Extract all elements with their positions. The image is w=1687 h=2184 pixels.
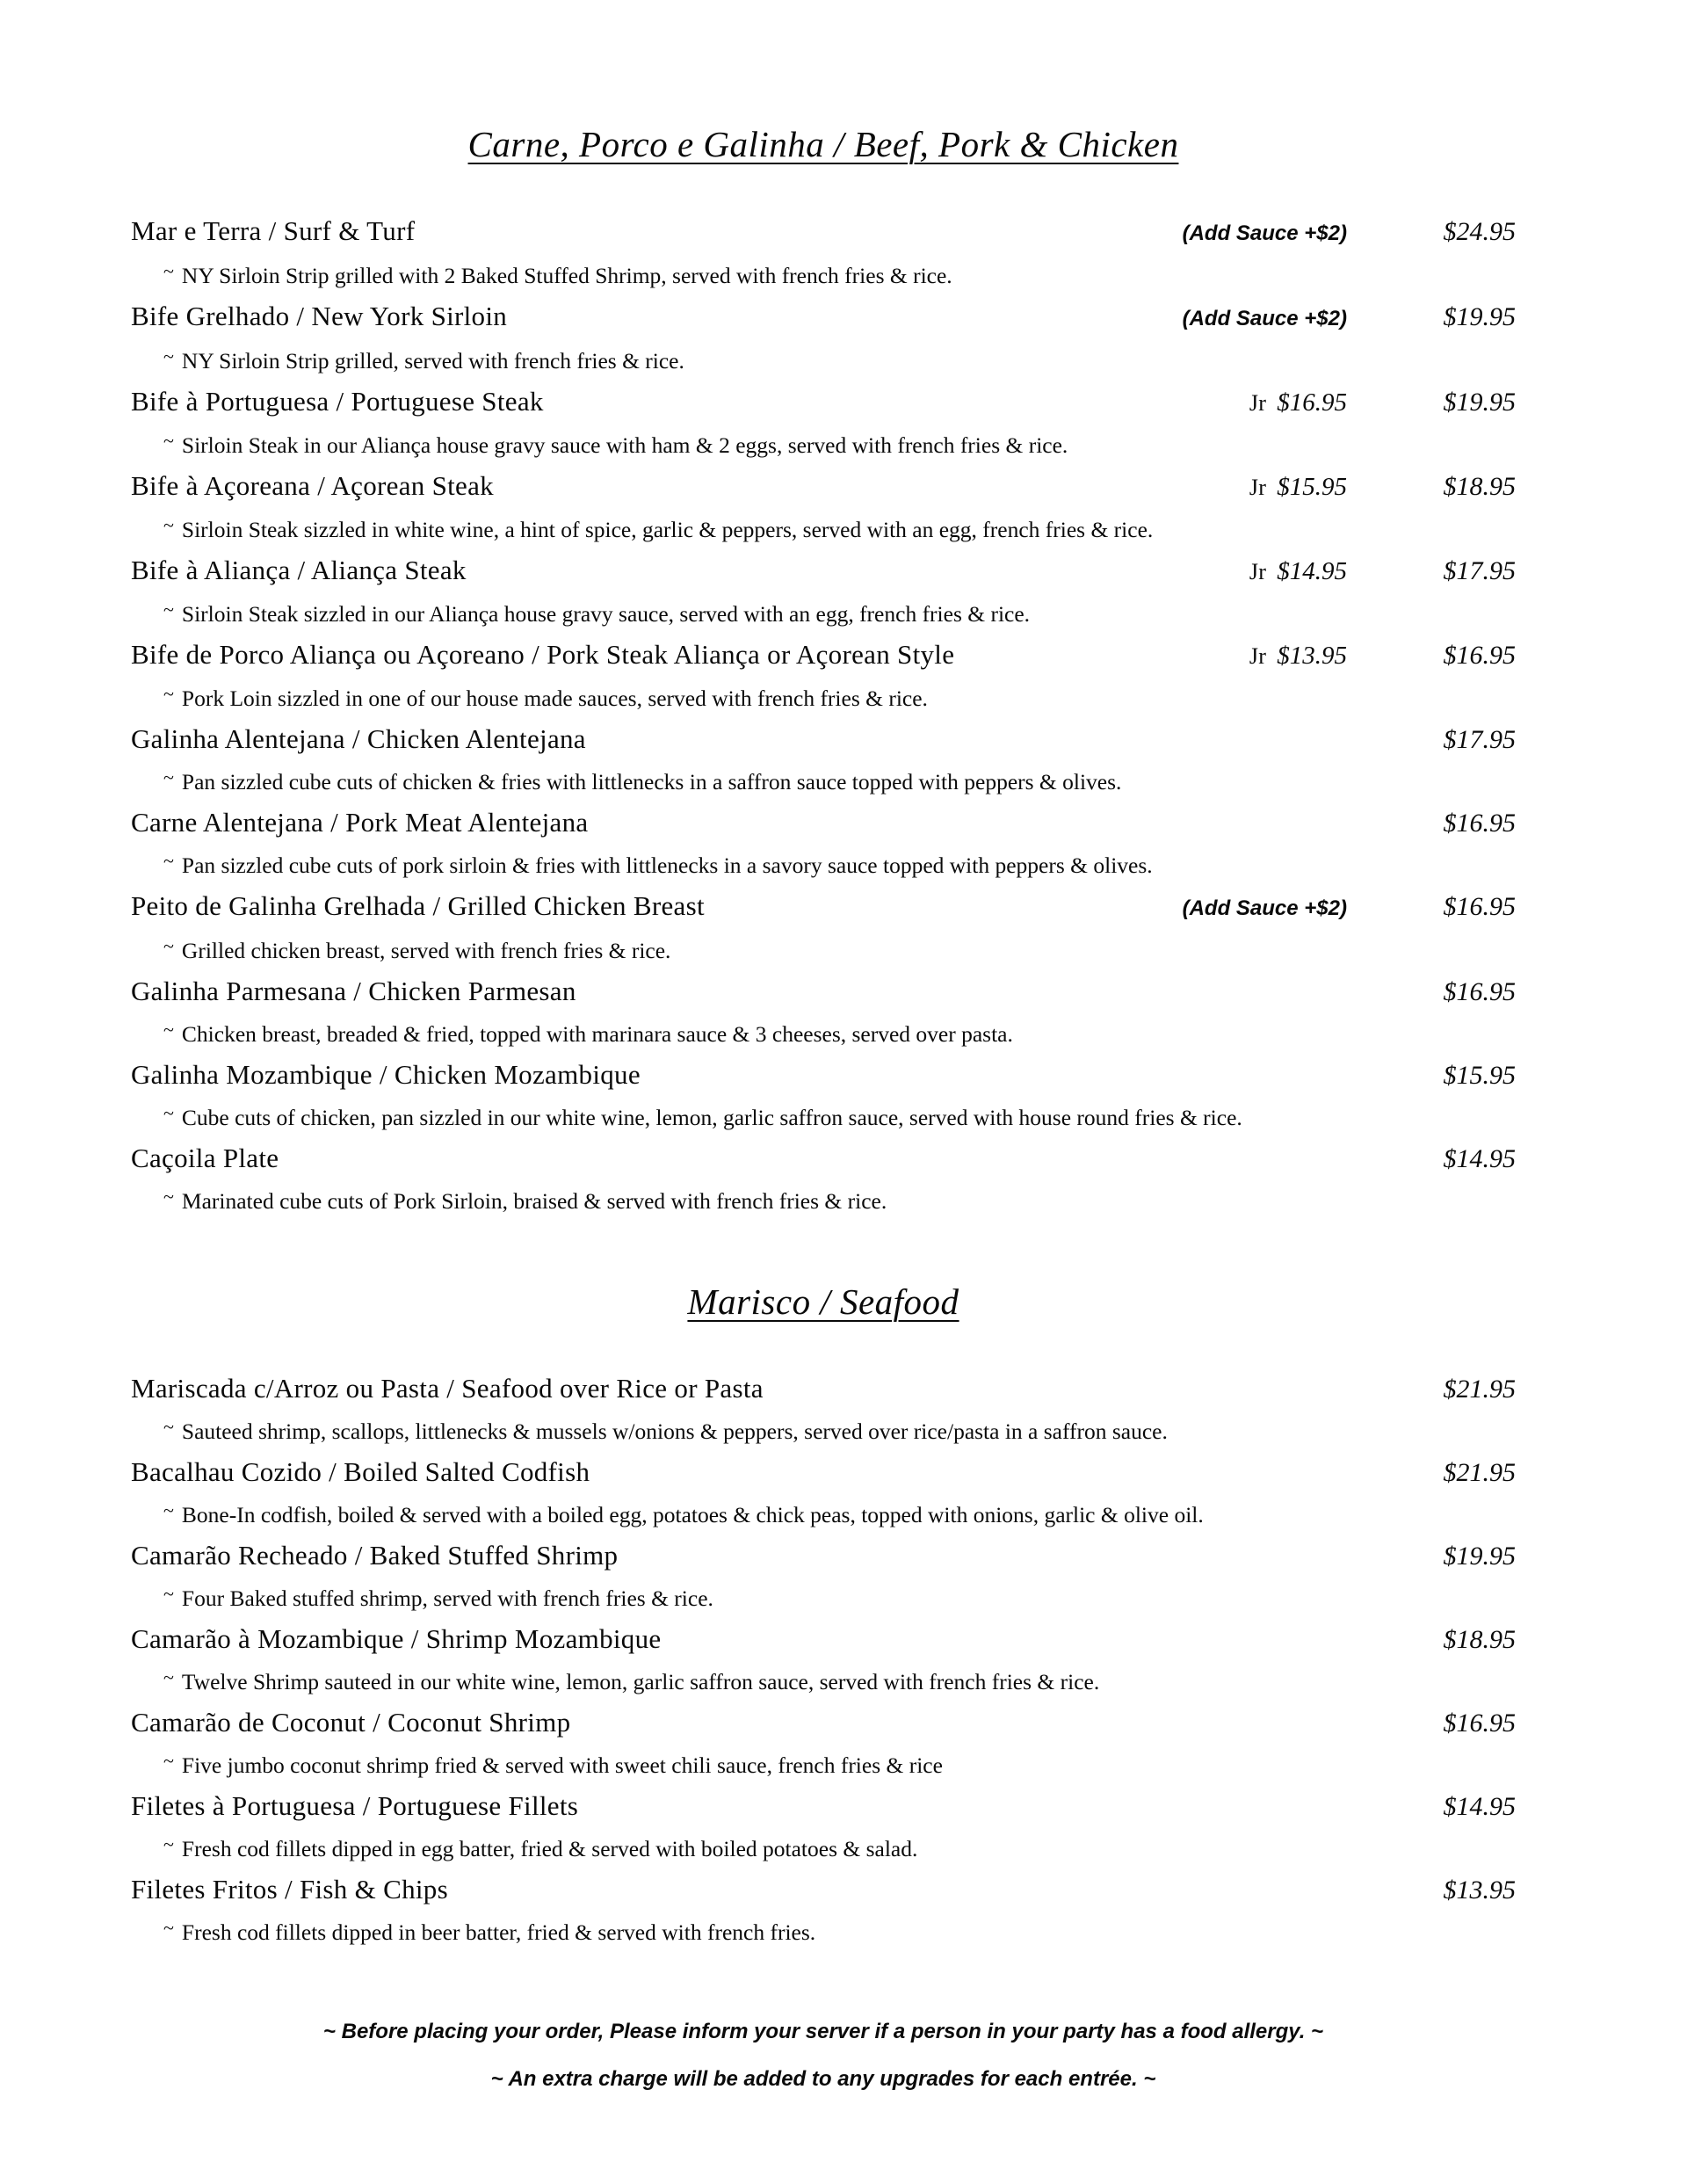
item-row [131,1055,1516,1096]
tilde-icon: ~ [163,1499,174,1521]
item-price-group [1347,1536,1516,1577]
item-description-text: Fresh cod fillets dipped in egg batter, fried & served with boiled potatoes & salad. [181,1836,918,1861]
item-price: $17.95 [1443,556,1516,585]
tilde-icon: ~ [163,1750,174,1772]
item-price-group [1249,551,1516,592]
item-price-group [1347,1620,1516,1660]
item-price: $17.95 [1443,725,1516,754]
item-add-sauce-note: (Add Sauce +$2) [1182,221,1347,245]
tilde-icon: ~ [163,260,174,282]
tilde-icon: ~ [163,1666,174,1688]
item-description-text: NY Sirloin Strip grilled, served with french fries & rice. [181,348,684,374]
item-description-text: Cube cuts of chicken, pan sizzled in our white wine, lemon, garlic saffron sauce, served with house round fries & rice. [181,1105,1242,1130]
item-description-text: Five jumbo coconut shrimp fried & served with sweet chili sauce, french fries & rice [181,1752,943,1778]
allergy-note: ~ Before placing your order, Please inform your server if a person in your party has a food allergy. ~ [322,2020,1324,2043]
section-title: Carne, Porco e Galinha / Beef, Pork & Chicken [467,124,1179,164]
item-price-group [1249,467,1516,508]
tilde-icon: ~ [163,1833,174,1855]
menu-item [131,1055,1516,1136]
item-name: Bife de Porco Aliança ou Açoreano / Pork Steak Aliança or Açorean Style [131,639,955,670]
menu-item [131,1702,1516,1783]
item-junior-amount: $14.95 [1277,557,1347,585]
item-junior-label: Jr [1249,559,1267,584]
item-description-text: Sauteed shrimp, scallops, littlenecks & mussels w/onions & peppers, served over rice/pasta in a saffron sauce. [181,1419,1168,1444]
tilde-icon: ~ [163,1019,174,1041]
item-description-text: Marinated cube cuts of Pork Sirloin, braised & served with french fries & rice. [181,1188,887,1214]
item-name: Bife à Portuguesa / Portuguese Steak [131,386,544,417]
item-description [131,254,1516,294]
section-items [131,1368,1516,1950]
tilde-icon: ~ [163,1102,174,1124]
item-description [131,1096,1516,1136]
item-description [131,1827,1516,1867]
menu-item [131,802,1516,883]
item-description-text: Four Baked stuffed shrimp, served with french fries & rice. [181,1585,713,1611]
item-price: $13.95 [1443,1876,1516,1905]
item-description-text: Pan sizzled cube cuts of pork sirloin & fries with littlenecks in a savory sauce topped with peppers & olives. [181,853,1153,878]
item-name: Galinha Parmesana / Chicken Parmesan [131,976,576,1006]
item-row [131,550,1516,592]
item-name: Carne Alentejana / Pork Meat Alentejana [131,807,589,838]
item-description [131,1660,1516,1700]
item-junior-price [1249,551,1347,592]
item-row [131,466,1516,508]
item-junior-amount: $13.95 [1277,642,1347,670]
menu-item [131,1535,1516,1616]
section-items [131,211,1516,1219]
menu-item [131,1368,1516,1449]
tilde-icon: ~ [163,514,174,536]
item-row [131,886,1516,929]
menu-item [131,971,1516,1052]
item-description [131,1410,1516,1449]
item-price-group [1347,1787,1516,1827]
item-price-group [1347,972,1516,1012]
menu-item [131,719,1516,800]
item-name: Filetes à Portuguesa / Portuguese Fillets [131,1790,579,1821]
item-row [131,381,1516,424]
menu-section [131,123,1516,1219]
item-price-group [1347,1369,1516,1410]
item-price: $16.95 [1443,1709,1516,1738]
tilde-icon: ~ [163,935,174,957]
item-row [131,719,1516,760]
item-row [131,1452,1516,1493]
item-junior-price [1249,382,1347,424]
item-price-group [1249,382,1516,424]
item-price: $21.95 [1443,1458,1516,1487]
item-row [131,211,1516,254]
item-price: $14.95 [1443,1792,1516,1821]
item-name: Galinha Alentejana / Chicken Alentejana [131,723,586,754]
item-add-sauce-note: (Add Sauce +$2) [1182,307,1347,330]
item-junior-label: Jr [1249,643,1267,669]
item-row [131,1535,1516,1577]
menu-item [131,1619,1516,1700]
item-description [131,592,1516,632]
item-description [131,1493,1516,1533]
footer [131,2019,1516,2093]
tilde-icon: ~ [163,683,174,705]
item-row [131,1786,1516,1827]
item-description-text: Fresh cod fillets dipped in beer batter, fried & served with french fries. [181,1919,816,1945]
item-price: $16.95 [1443,809,1516,838]
item-price-group [1347,720,1516,760]
item-description-text: NY Sirloin Strip grilled with 2 Baked Stuffed Shrimp, served with french fries & rice. [181,263,952,288]
menu-item [131,466,1516,548]
item-price-group [1347,1056,1516,1096]
item-description-text: Pan sizzled cube cuts of chicken & fries with littlenecks in a saffron sauce topped with peppers & olives. [181,769,1122,795]
item-price: $14.95 [1443,1144,1516,1173]
item-price: $15.95 [1443,1061,1516,1090]
item-price: $18.95 [1443,1625,1516,1654]
item-junior-label: Jr [1249,475,1267,500]
item-name: Camarão Recheado / Baked Stuffed Shrimp [131,1540,619,1571]
item-name: Caçoila Plate [131,1143,279,1173]
tilde-icon: ~ [163,345,174,367]
item-junior-label: Jr [1249,390,1267,416]
menu-item [131,635,1516,716]
item-description [131,929,1516,969]
menu-item [131,550,1516,632]
item-price-group [1347,1703,1516,1744]
item-price: $21.95 [1443,1375,1516,1404]
item-row [131,1869,1516,1911]
item-junior-price [1249,467,1347,508]
item-description [131,677,1516,716]
menu-item [131,886,1516,969]
item-row [131,802,1516,844]
item-junior-amount: $16.95 [1277,388,1347,417]
item-junior-amount: $15.95 [1277,473,1347,501]
item-price-group [1183,887,1516,929]
item-description [131,508,1516,548]
item-price: $16.95 [1443,892,1516,921]
item-row [131,296,1516,339]
item-description [131,1179,1516,1219]
item-description [131,760,1516,800]
item-name: Mar e Terra / Surf & Turf [131,215,416,246]
item-name: Camarão à Mozambique / Shrimp Mozambique [131,1623,662,1654]
item-price: $19.95 [1443,302,1516,331]
tilde-icon: ~ [163,766,174,788]
item-description-text: Bone-In codfish, boiled & served with a boiled egg, potatoes & chick peas, topped with onions, garlic & olive oil. [181,1502,1204,1527]
item-description-text: Sirloin Steak in our Aliança house gravy sauce with ham & 2 eggs, served with french fries & rice. [181,432,1068,458]
item-description-text: Sirloin Steak sizzled in white wine, a hint of spice, garlic & peppers, served with an egg, french fries & rice. [181,517,1154,542]
tilde-icon: ~ [163,1416,174,1438]
item-description [131,339,1516,379]
section-title: Marisco / Seafood [687,1281,959,1322]
item-price: $16.95 [1443,641,1516,670]
item-description-text: Twelve Shrimp sauteed in our white wine, lemon, garlic saffron sauce, served with french fries & rice. [181,1669,1100,1694]
item-price: $18.95 [1443,472,1516,501]
tilde-icon: ~ [163,599,174,620]
item-description [131,1911,1516,1950]
upgrade-note: ~ An extra charge will be added to any upgrades for each entrée. ~ [490,2067,1156,2091]
tilde-icon: ~ [163,1186,174,1208]
menu-item [131,1138,1516,1219]
item-row [131,1138,1516,1179]
item-price-group [1347,1870,1516,1911]
item-description [131,844,1516,883]
item-row [131,1619,1516,1660]
item-junior-price [1249,635,1347,677]
item-name: Mariscada c/Arroz ou Pasta / Seafood over Rice or Pasta [131,1373,764,1404]
item-name: Peito de Galinha Grelhada / Grilled Chicken Breast [131,890,705,921]
item-description [131,424,1516,463]
item-price-group [1183,297,1516,339]
menu-item [131,211,1516,294]
item-price: $19.95 [1443,388,1516,417]
item-name: Bife à Açoreana / Açorean Steak [131,470,494,501]
item-row [131,1368,1516,1410]
item-name: Camarão de Coconut / Coconut Shrimp [131,1707,571,1738]
item-name: Filetes Fritos / Fish & Chips [131,1874,448,1905]
item-price-group [1347,1139,1516,1179]
item-name: Bife à Aliança / Aliança Steak [131,555,467,585]
tilde-icon: ~ [163,1917,174,1939]
item-price-group [1183,212,1516,254]
menu-item [131,1786,1516,1867]
item-description-text: Grilled chicken breast, served with french fries & rice. [181,938,671,963]
menu-item [131,1869,1516,1950]
item-row [131,971,1516,1012]
menu-section [131,1281,1516,1950]
menu-item [131,381,1516,463]
item-description-text: Sirloin Steak sizzled in our Aliança house gravy sauce, served with an egg, french fries & rice. [181,601,1031,627]
item-add-sauce-note: (Add Sauce +$2) [1182,896,1347,920]
item-row [131,1702,1516,1744]
menu-sections [131,123,1516,1950]
item-description [131,1012,1516,1052]
item-name: Bife Grelhado / New York Sirloin [131,301,508,331]
tilde-icon: ~ [163,850,174,872]
item-description [131,1577,1516,1616]
tilde-icon: ~ [163,430,174,452]
tilde-icon: ~ [163,1583,174,1605]
item-description-text: Chicken breast, breaded & fried, topped with marinara sauce & 3 cheeses, served over pasta. [181,1021,1013,1047]
item-name: Bacalhau Cozido / Boiled Salted Codfish [131,1456,590,1487]
item-description-text: Pork Loin sizzled in one of our house made sauces, served with french fries & rice. [181,686,928,711]
item-price-group [1347,1453,1516,1493]
item-description [131,1744,1516,1783]
menu-item [131,296,1516,379]
item-row [131,635,1516,677]
item-price-group [1347,803,1516,844]
item-price: $19.95 [1443,1542,1516,1571]
item-price: $24.95 [1443,217,1516,246]
item-price: $16.95 [1443,977,1516,1006]
item-price-group [1249,635,1516,677]
menu-item [131,1452,1516,1533]
item-name: Galinha Mozambique / Chicken Mozambique [131,1059,641,1090]
